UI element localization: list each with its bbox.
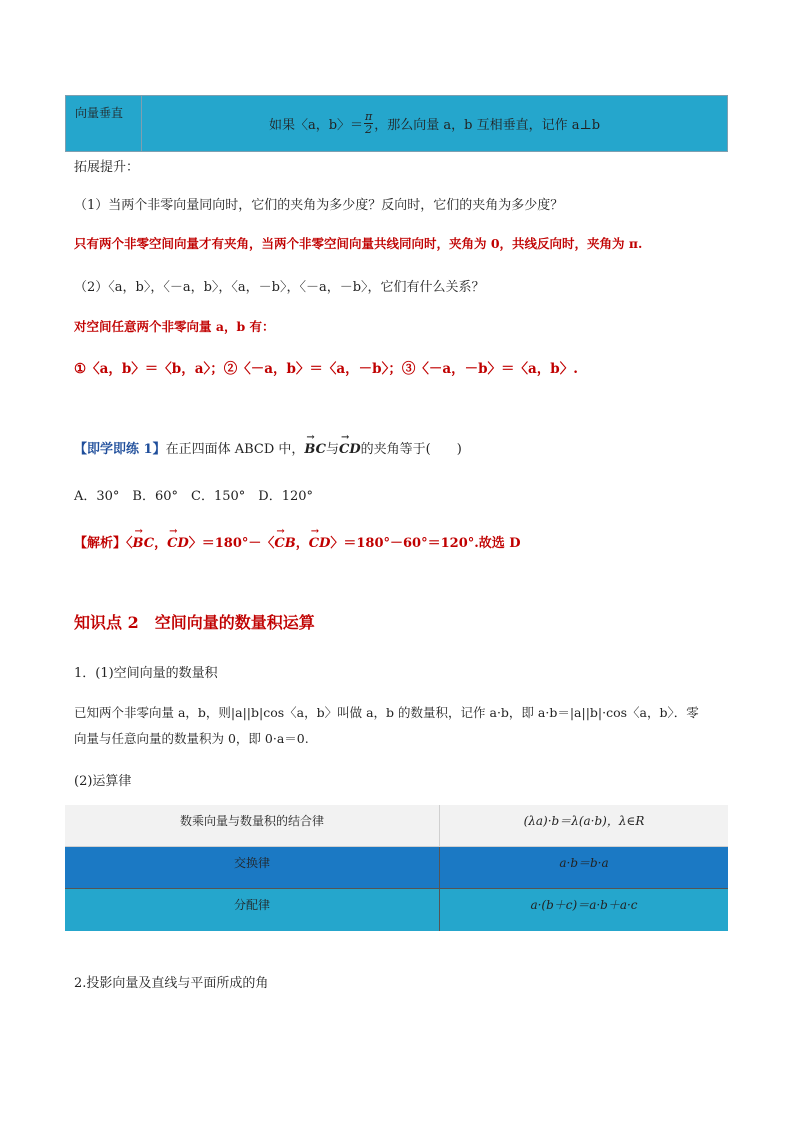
analysis-s5: 〉＝180°－60°＝120°.故选 D (330, 536, 521, 551)
vector-bc-2: → BC (133, 536, 155, 551)
analysis-s4: ， (295, 536, 309, 551)
law-formula: a·b＝b·a (439, 847, 728, 888)
laws-table (65, 805, 728, 931)
extend-title: 拓展提升： (74, 160, 140, 175)
practice-post: 的夹角等于( ) (360, 442, 462, 457)
law-name: 交换律 (233, 856, 270, 870)
definition-line-1: 已知两个非零向量 a，b，则|a||b|cos〈a，b〉叫做 a，b 的数量积，记作 a·b，即 a·b＝|a||b|·cos〈a，b〉．零 (74, 705, 699, 720)
practice-tag: 【即学即练 1】 (74, 442, 166, 457)
vector-cd-2: → CD (167, 536, 189, 551)
perpendicular-definition (142, 96, 727, 151)
practice-question (74, 438, 462, 457)
law-name: 数乘向量与数量积的结合律 (179, 814, 324, 828)
answer-options: A．30° B．60° C．150° D．120° (74, 489, 314, 504)
analysis-s1: 〈 (126, 536, 133, 551)
perpendicular-row (65, 95, 728, 152)
analysis-s2: ， (154, 536, 168, 551)
question-1: （1）当两个非零向量同向时，它们的夹角为多少度？反向时，它们的夹角为多少度？ (74, 198, 564, 213)
vector-bc: → BC (304, 442, 326, 457)
subheading-laws: (2)运算律 (74, 774, 132, 789)
practice-mid: 与 (325, 442, 339, 457)
vector-cd-3: → CD (309, 536, 331, 551)
table-row (65, 847, 728, 889)
law-name: 分配律 (233, 898, 270, 912)
vector-cb: → CB (274, 536, 295, 551)
answer-2-formula: ①〈a，b〉＝〈b，a〉；②〈－a，b〉＝〈a，－b〉；③〈－a，－b〉＝〈a，b〉. (74, 361, 578, 377)
vector-cd: → CD (339, 442, 361, 457)
law-formula: a·(b＋c)＝a·b＋a·c (439, 889, 728, 931)
perp-pre: 如果〈a，b〉＝ (268, 118, 364, 133)
pi-over-two (364, 111, 373, 136)
analysis (74, 532, 521, 551)
answer-1: 只有两个非零空间向量才有夹角，当两个非零空间向量共线同向时，夹角为 0，共线反向时，夹角为 π. (74, 236, 643, 251)
subheading-projection: 2.投影向量及直线与平面所成的角 (74, 976, 269, 991)
analysis-s3: 〉＝180°－〈 (188, 536, 275, 551)
frac-numerator: π (365, 110, 373, 123)
definition-line-2: 向量与任意向量的数量积为 0，即 0·a＝0. (74, 731, 309, 746)
frac-denominator: 2 (365, 123, 373, 136)
practice-pre: 在正四面体 ABCD 中， (165, 442, 305, 457)
table-row (65, 889, 728, 931)
table-row (65, 805, 728, 847)
answer-2-intro: 对空间任意两个非零向量 a，b 有： (74, 319, 275, 334)
section-title: 知识点 2 空间向量的数量积运算 (74, 613, 315, 632)
subheading-dot-product: 1．(1)空间向量的数量积 (74, 666, 218, 681)
analysis-tag: 【解析】 (74, 536, 127, 551)
law-formula: (λa)·b＝λ(a·b)，λ∈R (439, 805, 728, 846)
perpendicular-label: 向量垂直 (66, 96, 142, 151)
question-2: （2）〈a，b〉，〈－a，b〉，〈a，－b〉，〈－a，－b〉，它们有什么关系？ (74, 280, 485, 295)
perp-post: ，那么向量 a，b 互相垂直，记作 a⊥b (374, 118, 601, 133)
